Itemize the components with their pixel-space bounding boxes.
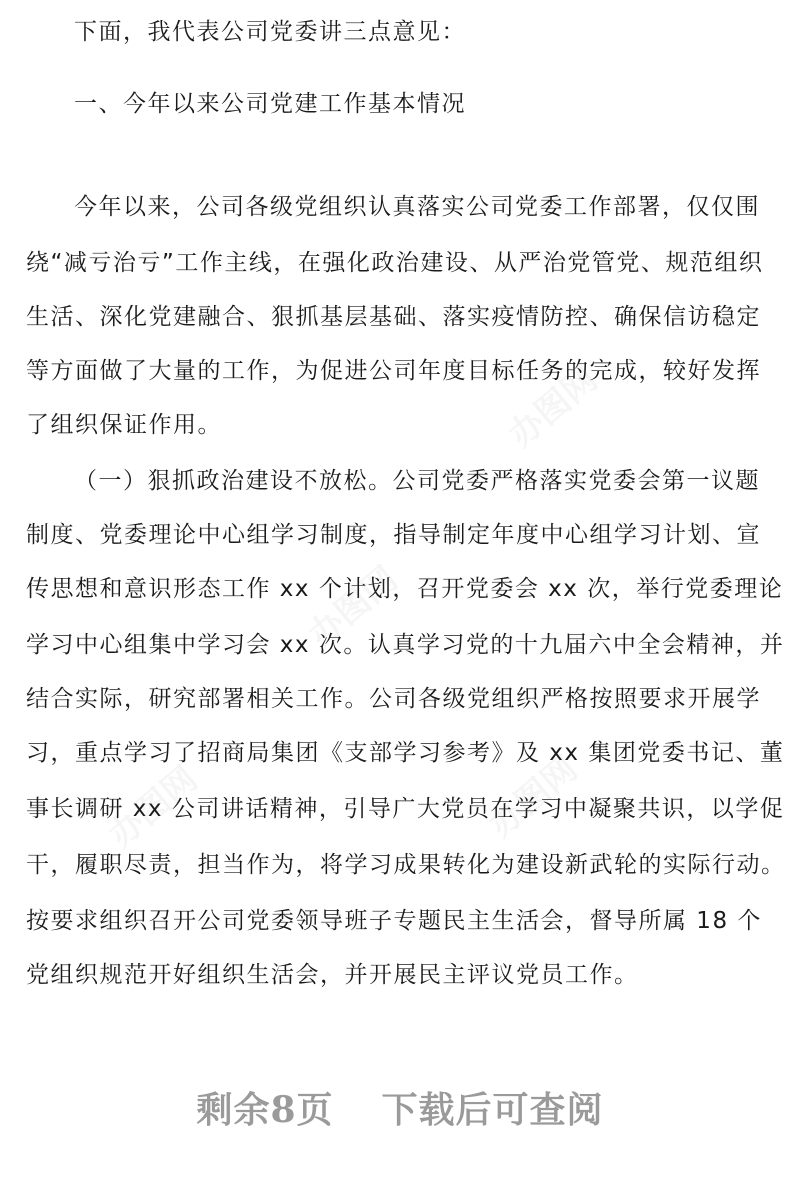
paragraph-line: 事长调研 xx 公司讲话精神，引导广大党员在学习中凝聚共识，以学促 bbox=[26, 796, 785, 822]
paragraph-line: 等方面做了大量的工作，为促进公司年度目标任务的完成，较好发挥 bbox=[26, 358, 761, 384]
watermark: 办图网 bbox=[301, 559, 406, 656]
watermark: 办图网 bbox=[481, 749, 586, 846]
paragraph-line: 绕“减亏治亏”工作主线，在强化政治建设、从严治党管党、规范组织 bbox=[26, 250, 764, 276]
paragraph-line: （一）狠抓政治建设不放松。公司党委严格落实党委会第一议题 bbox=[74, 468, 760, 494]
paragraph-line: 习，重点学习了招商局集团《支部学习参考》及 xx 集团党委书记、董 bbox=[26, 740, 785, 766]
remaining-pages-label: 剩余8页 bbox=[196, 1089, 334, 1131]
intro-text: 下面，我代表公司党委讲三点意见： bbox=[74, 19, 466, 45]
paragraph-line: 结合实际，研究部署相关工作。公司各级党组织严格按照要求开展学 bbox=[26, 686, 761, 712]
paragraph-line: 了组织保证作用。 bbox=[26, 412, 222, 438]
watermark: 办图网 bbox=[101, 759, 206, 856]
download-prompt-label: 下载后可查阅 bbox=[381, 1089, 604, 1131]
paragraph-line: 生活、深化党建融合、狠抓基层基础、落实疫情防控、确保信访稳定 bbox=[26, 304, 761, 330]
paragraph-line: 今年以来，公司各级党组织认真落实公司党委工作部署，仅仅围 bbox=[74, 194, 760, 220]
paragraph-line: 干，履职尽责，担当作为，将学习成果转化为建设新武轮的实际行动。 bbox=[26, 852, 786, 878]
section-heading: 一、今年以来公司党建工作基本情况 bbox=[74, 91, 466, 117]
download-banner[interactable] bbox=[0, 1082, 800, 1133]
paragraph-line: 制度、党委理论中心组学习制度，指导制定年度中心组学习计划、宣 bbox=[26, 522, 761, 548]
paragraph-line: 党组织规范开好组织生活会，并开展民主评议党员工作。 bbox=[26, 962, 639, 988]
watermark: 办图网 bbox=[501, 359, 606, 456]
paragraph-line: 按要求组织召开公司党委领导班子专题民主生活会，督导所属 18 个 bbox=[26, 908, 762, 934]
paragraph-line: 学习中心组集中学习会 xx 次。认真学习党的十九届六中全会精神，并 bbox=[26, 632, 785, 658]
paragraph-line: 传思想和意识形态工作 xx 个计划，召开党委会 xx 次，举行党委理论 bbox=[26, 576, 784, 602]
